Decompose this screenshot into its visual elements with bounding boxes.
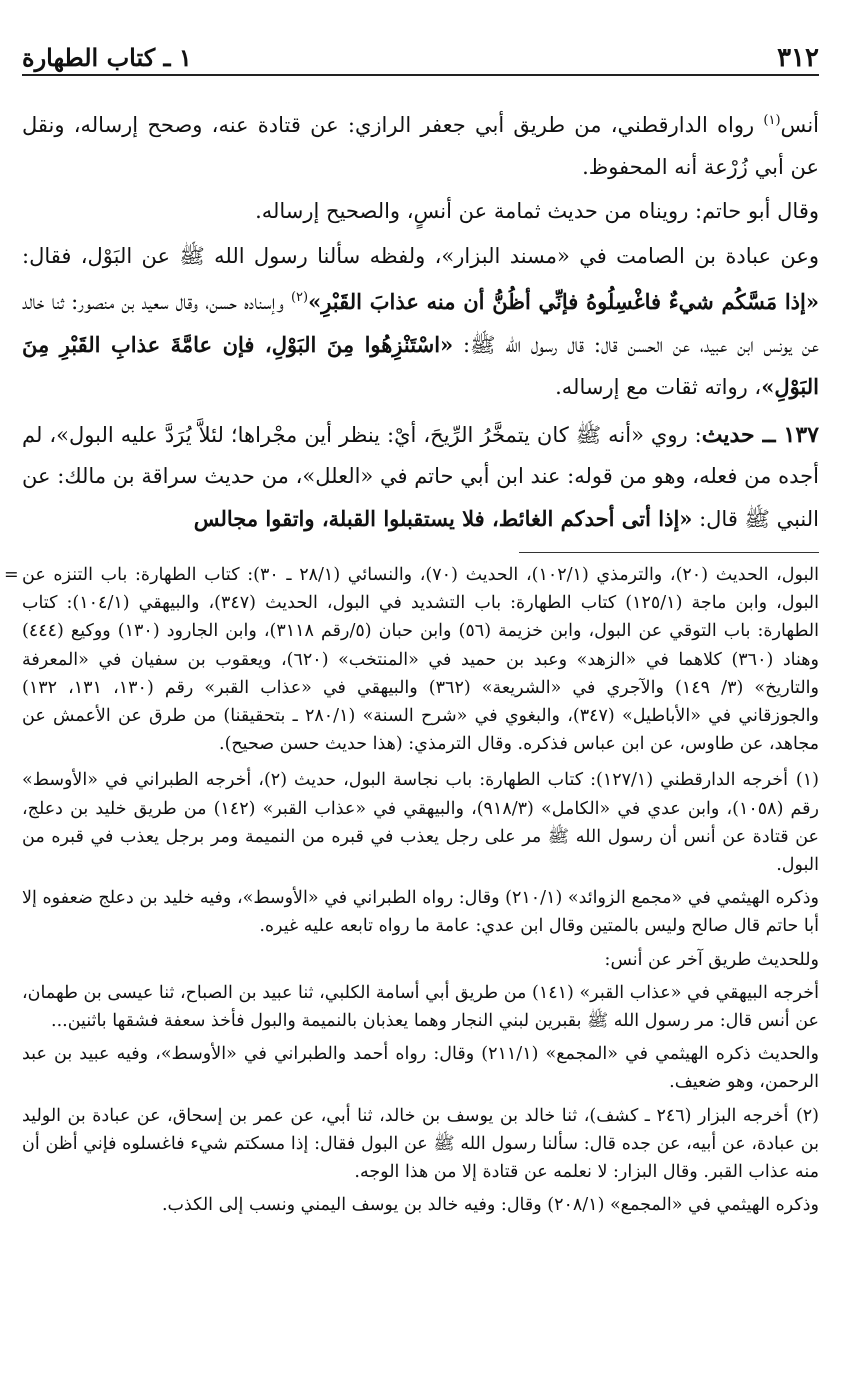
footnote-number: (١) xyxy=(795,770,819,791)
footnote-number: (٢) xyxy=(795,1105,819,1126)
page-header xyxy=(22,0,819,72)
footnote-1-note: أخرجه البيهقي في «عذاب القبر» (١٤١) من طريق أبي أسامة الكلبي، ثنا عبيد بن الصباح، ثنا عيسى بن طهمان، عن أنس قال: مر رسول الله ﷺ بقبرين لبني النجار وهما يعذبان بالنميمة والبول فأخذ سعفة فشقها باثنين... xyxy=(22,982,819,1032)
footnote-continuation: = البول، الحديث (٢٠)، والترمذي (١٠٢/١)، الحديث (٧٠)، والنسائي (٢٨/١ ـ ٣٠): كتاب الطهارة: باب التنزه عن البول، وابن ماجة (١٢٥/١) كتاب الطهارة: باب التشديد في البول، الحديث (٣٤٧)، والبيهقي (١٠٤/١): كتاب الطهارة: باب التوقي عن البول، وابن خزيمة (٥٦) وابن حبان (٥/رقم ٣١١٨)، وابن الجارود (١٣٠) ووكيع (٤٤٤) وهناد (٣٦٠) كلاهما في «الزهد» وعبد بن حميد في «المنتخب» (٦٢٠)، ويعقوب بن سفيان في «المعرفة والتاريخ» (٣/ ١٤٩) والآجري في «الشريعة» (٣٦٢) والبيهقي في «عذاب القبر» رقم (١٣٠، ١٣١، ١٣٢) والجوزقاني في «الأباطيل» (٣٤٧)، والبغوي في «شرح السنة» (٢٨٠/١ ـ بتحقيقنا) من طرق عن الأعمش عن مجاهد، عن طاوس، عن ابن عباس فذكره. وقال الترمذي: (هذا حديث حسن صحيح). xyxy=(22,561,819,758)
page-number: ٣١٢ xyxy=(777,43,819,73)
footnote-1-note: وذكره الهيثمي في «مجمع الزوائد» (٢١٠/١) وقال: رواه الطبراني في «الأوسط»، وفيه خليد بن دعلج ضعفوه إلا أبا حاتم قال صالح وليس بالمتين وقال ابن عدي: عامة ما رواه تابعه عليه غيره. xyxy=(22,888,819,937)
footnote-divider xyxy=(519,552,819,553)
hadith-quote: «إذا أتى أحدكم الغائط، فلا يستقبلوا القبلة، واتقوا مجالس xyxy=(193,505,693,531)
footnote-1: (١) أخرجه الدارقطني (١٢٧/١): كتاب الطهارة: باب نجاسة البول، حديث (٢)، أخرجه الطبراني في «الأوسط» رقم (١٠٥٨)، وابن عدي في «الكامل» (٩١٨/٣)، والبيهقي في «عذاب القبر» (١٤٢) من طريق خليد بن دعلج، عن قتادة عن أنس أن رسول الله ﷺ مر على رجل يعذب في قبره من النميمة ومر برجل يعذب في قبره من البول. xyxy=(22,766,819,879)
footnote-ref-2: (٢) xyxy=(290,290,309,305)
footnote-2-note: وذكره الهيثمي في «المجمع» (٢٠٨/١) وقال: وفيه خالد بن يوسف اليمني ونسب إلى الكذب. xyxy=(161,1195,819,1216)
paragraph-1: أنس$^{(١)}$ رواه الدارقطني، من طريق أبي جعفر الرازي: عن قتادة عنه، وصحح إرساله، ونقل عن أبي زُرْعة أنه المحفوظ. xyxy=(22,113,819,179)
footnote-ref-1: (١) xyxy=(763,113,781,128)
hadith-quote: «إذا مَسَّكُم شيءٌ فاغْسِلُوهُ فإنِّي أظُنُّ أن منه عذابَ القَبْرِ» xyxy=(308,289,819,314)
main-text xyxy=(22,100,819,540)
paragraph-3: وعن عبادة بن الصامت في «مسند البزار»، ولفظه سألنا رسول الله ﷺ عن البَوْل، فقال: «إذا مَسَّكُم شيءٌ فاغْسِلُوهُ فإنِّي أظُنُّ أن منه عذابَ القَبْرِ»$^{(٢)}$ وإسناده حسن، وقال سعيد بن منصور: ثنا خالد عن يونس ابن عبيد، عن الحسن قال: قال رسول الله ﷺ: «اسْتَنْزِهُوا مِنَ البَوْلِ، فإن عامَّةَ عذابِ القَبْرِ مِنَ البَوْلِ»، رواته ثقات مع إرساله. xyxy=(22,243,820,399)
footnote-2: (٢) أخرجه البزار (٢٤٦ ـ كشف)، ثنا خالد بن يوسف بن خالد، ثنا أبي، عن عمر بن إسحاق، عن عبادة بن الوليد بن عبادة، عن أبيه، عن جده قال: سألنا رسول الله ﷺ عن البول فقال: إذا مسكتم شيء فاغسلوه فإني أظن أن منه عذاب القبر. وقال البزار: لا نعلمه عن قتادة إلا من هذا الوجه. xyxy=(22,1102,819,1187)
footnotes xyxy=(4,561,819,1219)
continuation-mark: = xyxy=(4,565,19,585)
footnote-1-note: وللحديث طريق آخر عن أنس: xyxy=(604,949,819,970)
hadith-number-marker: ١٣٧ ــ حديث xyxy=(701,421,819,448)
hadith-quote: «اسْتَنْزِهُوا مِنَ البَوْلِ، فإن عامَّةَ عذابِ القَبْرِ مِنَ البَوْلِ» xyxy=(22,331,819,399)
footnote-1-note: والحديث ذكره الهيثمي في «المجمع» (٢١١/١) وقال: رواه أحمد والطبراني في «الأوسط»، وفيه عبيد بن عبد الرحمن، وهو ضعيف. xyxy=(22,1044,819,1093)
paragraph-4: ١٣٧ ــ حديث: روي «أنه ﷺ كان يتمخَّرُ الرِّيحَ، أيْ: ينظر أين مجْراها؛ لئلاَّ يُرَدَّ عليه البول»، لم أجده من فعله، وهو من قوله: عند ابن أبي حاتم في «العلل»، من حديث سراقة بن مالك: عن النبي ﷺ قال: «إذا أتى أحدكم الغائط، فلا يستقبلوا القبلة، واتقوا مجالس xyxy=(22,421,819,531)
header-divider xyxy=(22,74,819,76)
paragraph-2: وقال أبو حاتم: رويناه من حديث ثمامة عن أنسٍ، والصحيح إرساله. xyxy=(255,199,819,223)
chapter-title: ١ ـ كتاب الطهارة xyxy=(22,43,192,72)
